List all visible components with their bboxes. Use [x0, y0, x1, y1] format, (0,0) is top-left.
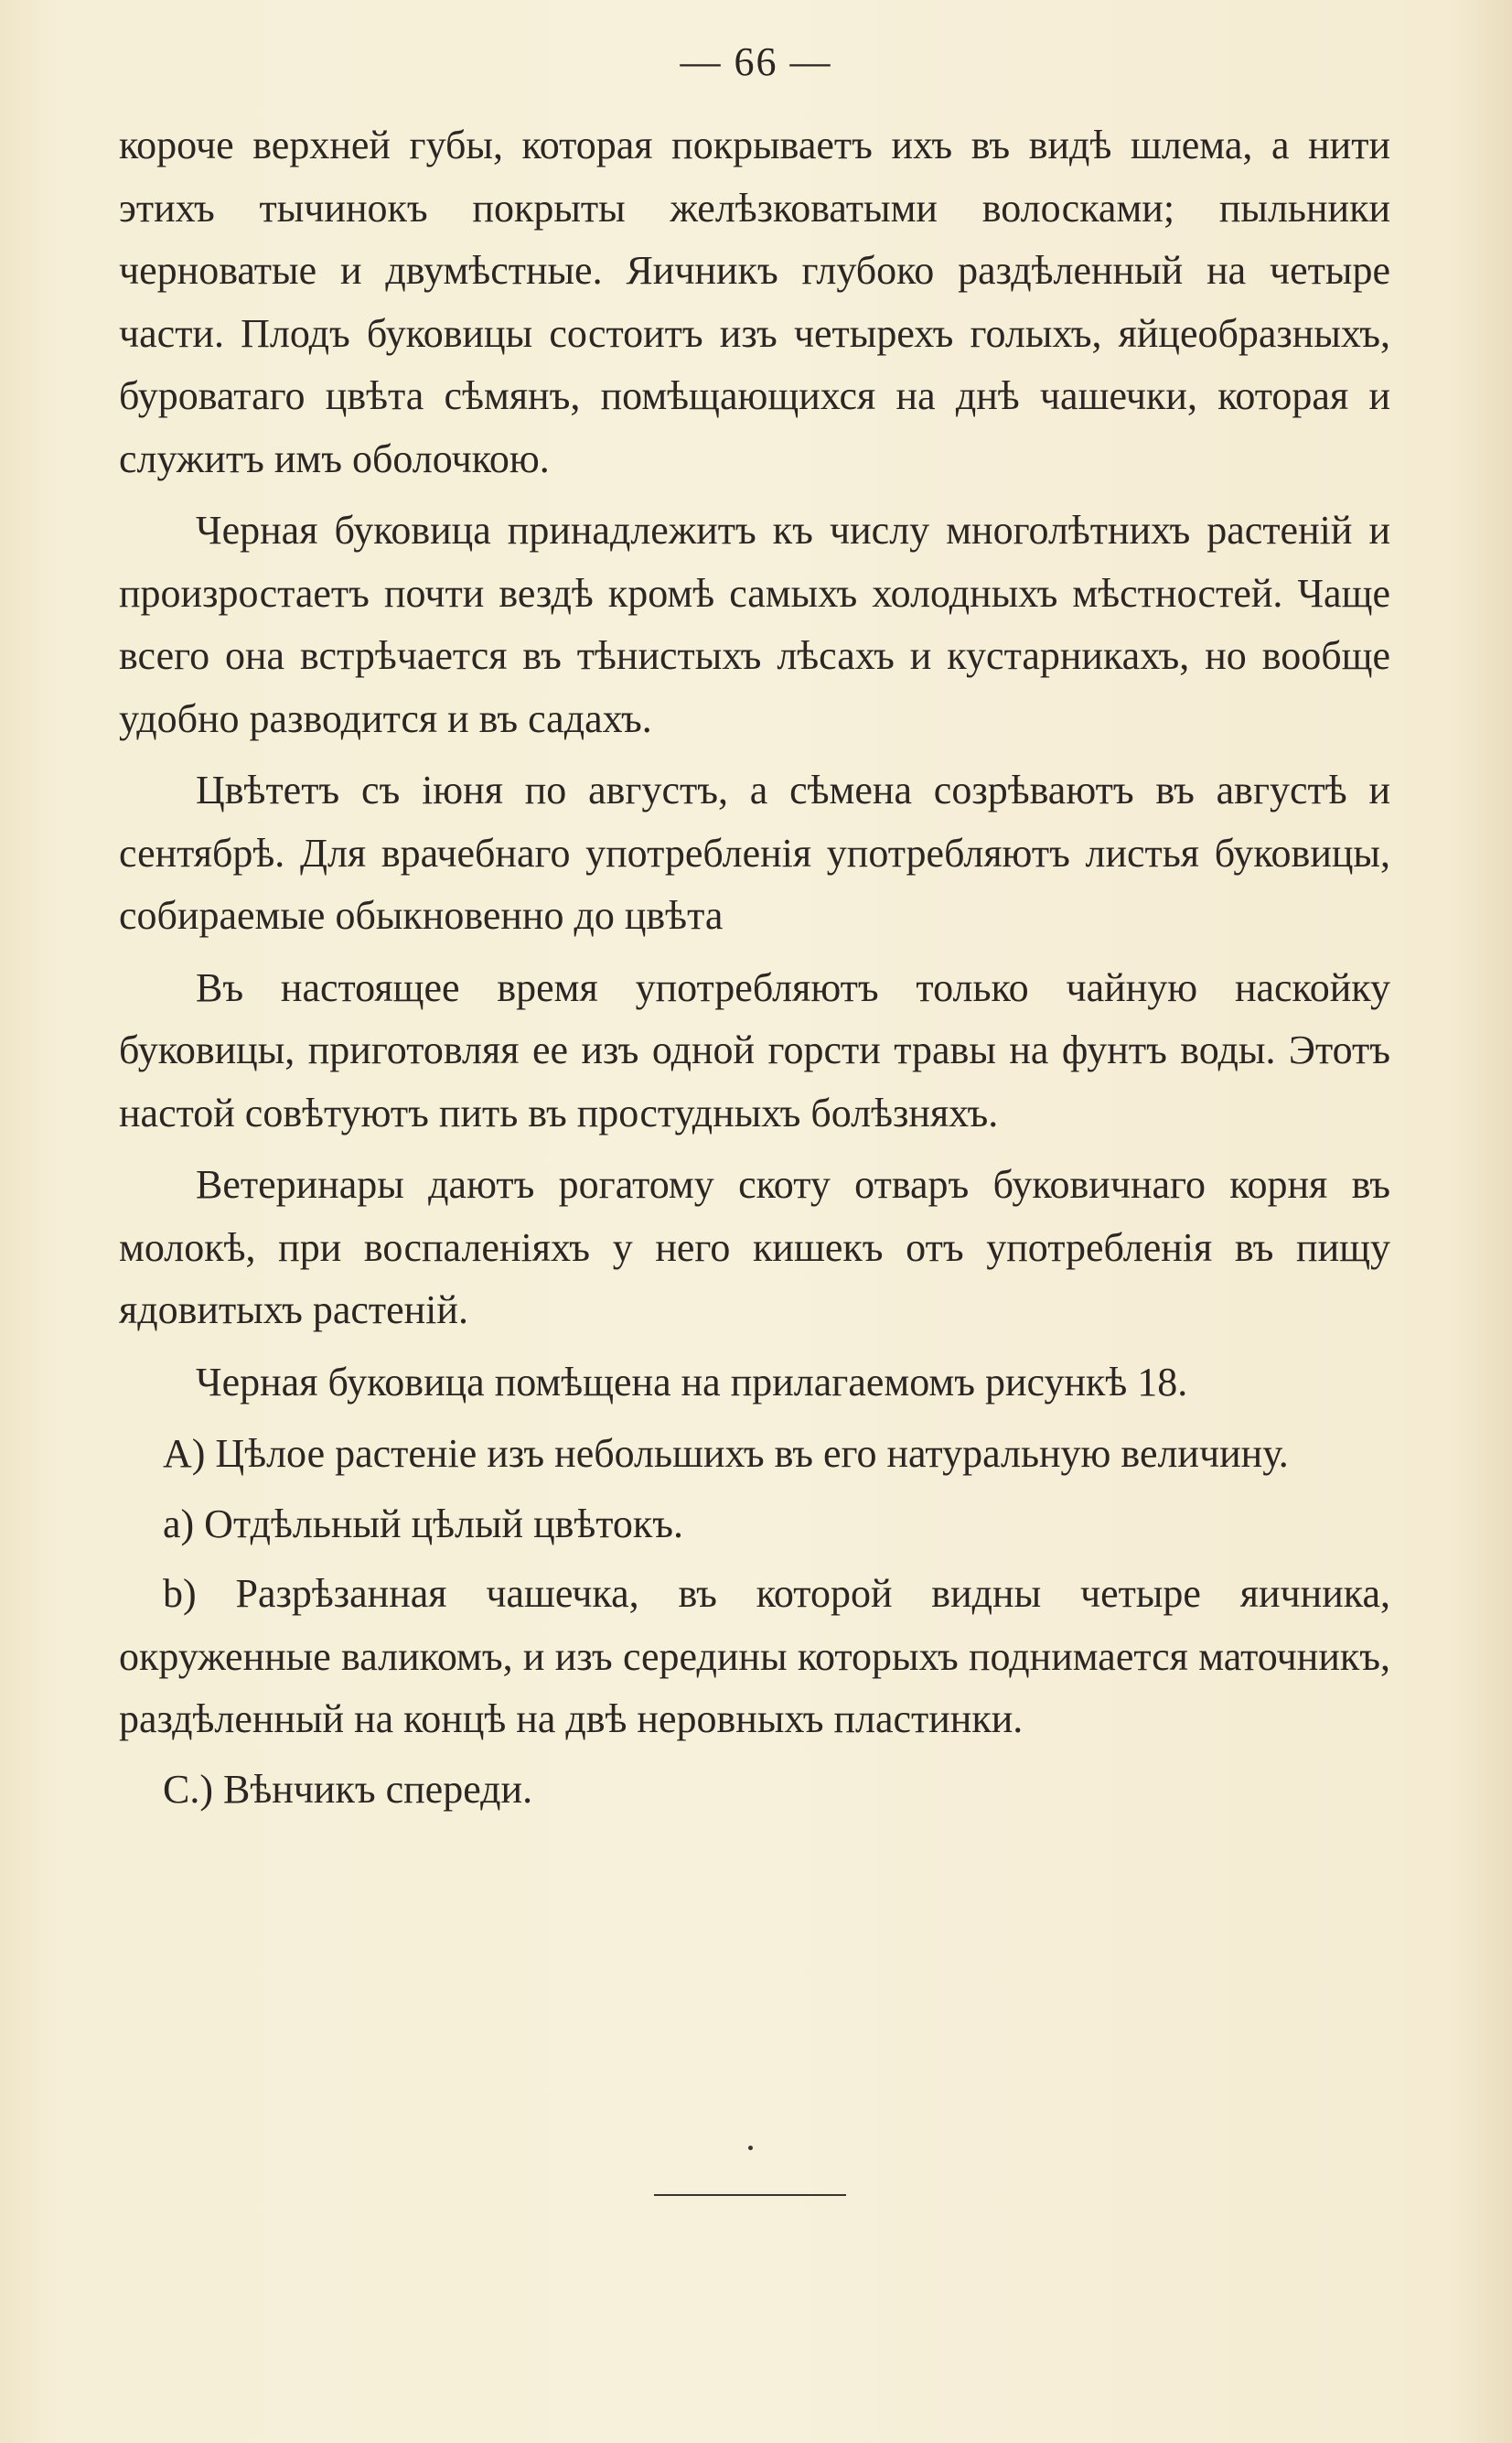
figure-legend-item: b) Разрѣзанная чашечка, въ которой видны четыре яичника, окруженные валикомъ, и изъ середины которыхъ поднимается маточникъ, раздѣленный на концѣ на двѣ неровныхъ пластинки. [119, 1571, 1390, 1741]
paragraph: Черная буковица помѣщена на прилагаемомъ рисункѣ 18. [196, 1359, 1188, 1404]
paragraph: Ветеринары даютъ рогатому скоту отваръ буковичнаго корня въ молокѣ, при воспаленiяхъ у него кишекъ отъ употребленiя въ пищу ядовитыхъ растенiй. [119, 1162, 1390, 1332]
figure-legend-item: а) Отдѣльный цѣлый цвѣтокъ. [163, 1501, 684, 1546]
body-text [119, 114, 1390, 1828]
ornament-dot [748, 2146, 753, 2150]
end-rule [654, 2194, 846, 2196]
paragraph: короче верхней губы, которая покрываетъ ихъ въ видѣ шлема, а нити этихъ тычинокъ покрыты желѣзковатыми волосками; пыльники черноватые и двумѣстные. Яичникъ глубоко раздѣленный на четыре части. Плодъ буковицы состоитъ изъ четырехъ голыхъ, яйцеобразныхъ, буроватаго цвѣта сѣмянъ, помѣщающихся на днѣ чашечки, которая и служитъ имъ оболочкою. [119, 123, 1390, 481]
paragraph: Черная буковица принадлежитъ къ числу многолѣтнихъ растенiй и произростаетъ почти вездѣ кромѣ самыхъ холодныхъ мѣстностей. Чаще всего она встрѣчается въ тѣнистыхъ лѣсахъ и кустарникахъ, но вообще удобно разводится и въ садахъ. [119, 508, 1390, 741]
paragraph: Въ настоящее время употребляютъ только чайную наскойку буковицы, приготовляя ее изъ одной горсти травы на фунтъ воды. Этотъ настой совѣтуютъ пить въ простудныхъ болѣзняхъ. [119, 964, 1390, 1135]
figure-legend-item: А) Цѣлое растенiе изъ небольшихъ въ его натуральную величину. [163, 1431, 1289, 1476]
paragraph: Цвѣтетъ съ iюня по августъ, а сѣмена созрѣваютъ въ августѣ и сентябрѣ. Для врачебнаго употребленiя употребляютъ листья буковицы, собираемые обыкновенно до цвѣта [119, 768, 1390, 938]
figure-legend-item: С.) Вѣнчикъ спереди. [163, 1766, 533, 1812]
page-number: — 66 — [680, 39, 832, 84]
